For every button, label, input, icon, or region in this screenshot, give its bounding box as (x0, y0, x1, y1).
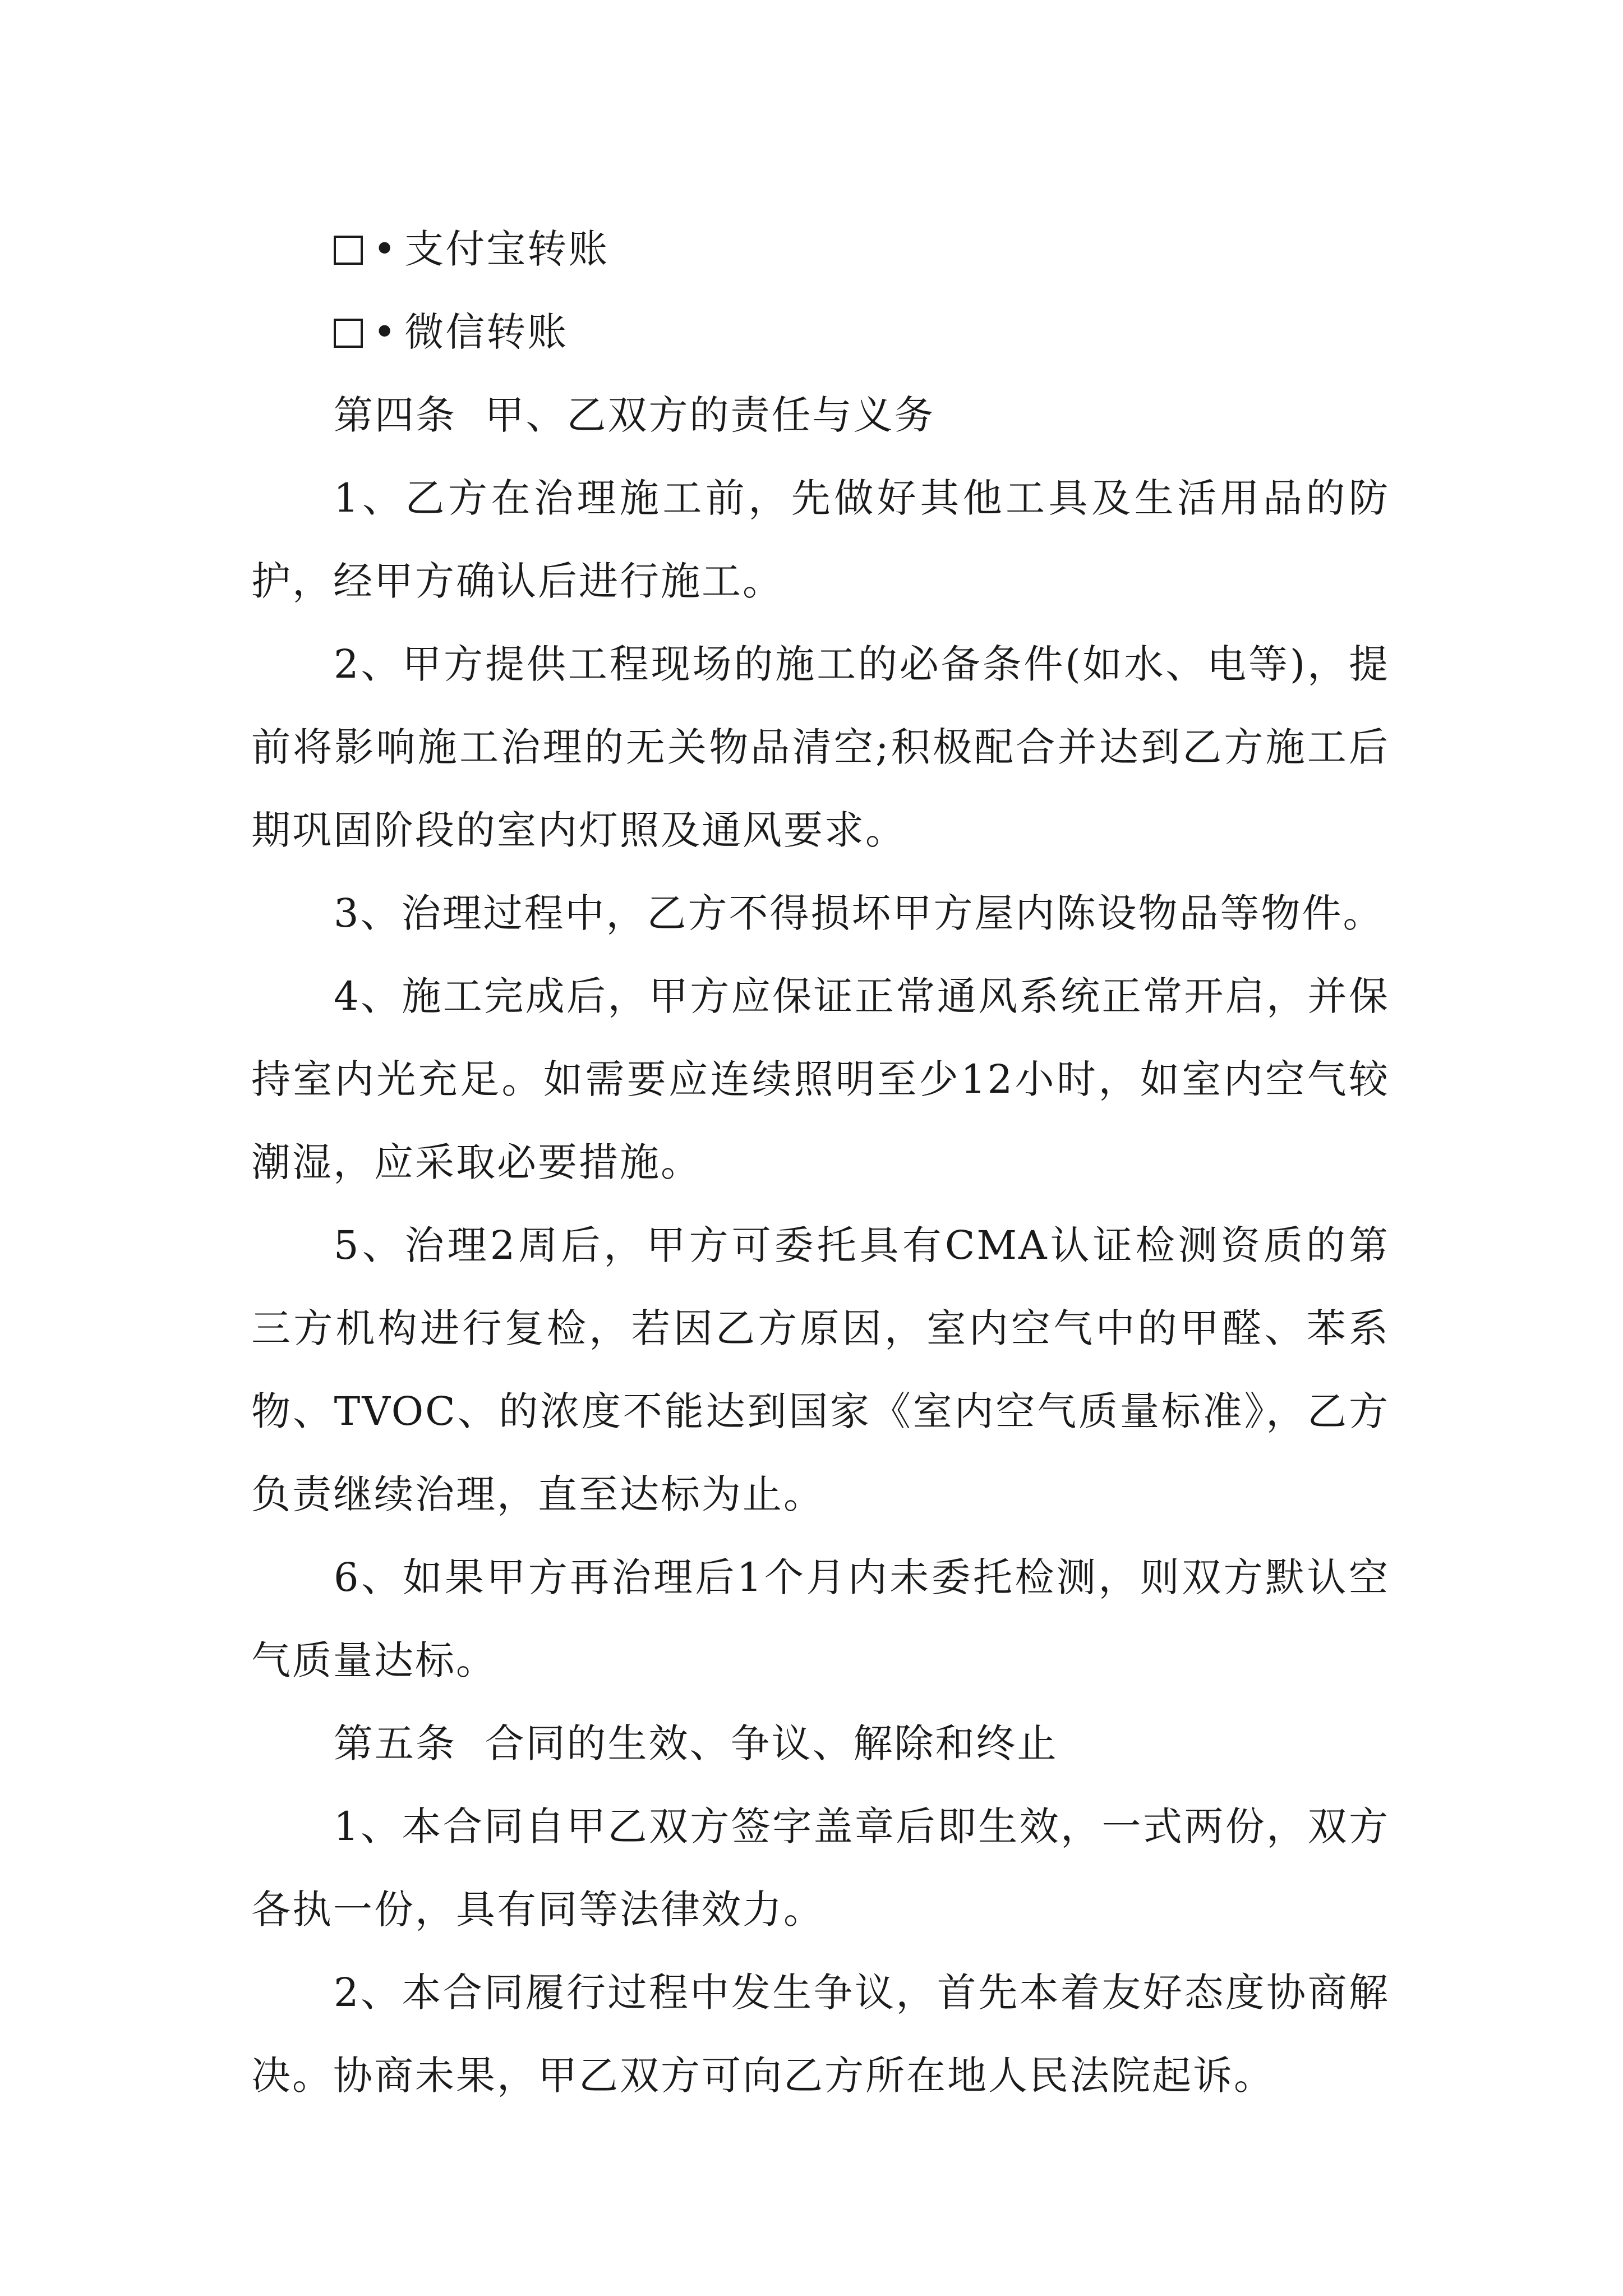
payment-option-alipay (251, 208, 1390, 291)
article-4-item-6: 6、如果甲方再治理后1个月内未委托检测，则双方默认空气质量达标。 (251, 1554, 1390, 1683)
article-5-item-1: 1、本合同自甲乙双方签字盖章后即生效，一式两份，双方各执一份，具有同等法律效力。 (251, 1803, 1390, 1932)
checkbox-icon[interactable] (334, 236, 363, 265)
bullet-dot: • (373, 226, 398, 272)
article-4-item-1: 1、乙方在治理施工前，先做好其他工具及生活用品的防护，经甲方确认后进行施工。 (251, 475, 1390, 604)
article-5-item-2: 2、本合同履行过程中发生争议，首先本着友好态度协商解决。协商未果，甲乙双方可向乙方所在地人民法院起诉。 (251, 1970, 1390, 2099)
payment-option-wechat (251, 291, 1390, 374)
article-4-item-3: 3、治理过程中，乙方不得损坏甲方屋内陈设物品等物件。 (334, 890, 1384, 936)
article-4-item-2: 2、甲方提供工程现场的施工的必备条件(如水、电等)，提前将影响施工治理的无关物品清空;积极配合并达到乙方施工后期巩固阶段的室内灯照及通风要求。 (251, 641, 1390, 853)
document-body (251, 208, 1390, 2117)
payment-option-label: 微信转账 (404, 309, 569, 355)
article-5-heading: 第五条 合同的生效、争议、解除和终止 (334, 1720, 1058, 1766)
article-4-item-4: 4、施工完成后，甲方应保证正常通风系统正常开启，并保持室内光充足。如需要应连续照明至少12小时，如室内空气较潮湿，应采取必要措施。 (251, 973, 1390, 1185)
article-4-item-5: 5、治理2周后，甲方可委托具有CMA认证检测资质的第三方机构进行复检，若因乙方原因，室内空气中的甲醛、苯系物、TVOC、的浓度不能达到国家《室内空气质量标准》，乙方负责继续治理，直至达标为止。 (251, 1222, 1390, 1517)
article-4-heading: 第四条 甲、乙双方的责任与义务 (334, 392, 935, 438)
checkbox-icon[interactable] (334, 319, 363, 348)
payment-option-label: 支付宝转账 (404, 226, 610, 272)
bullet-dot: • (373, 309, 398, 355)
